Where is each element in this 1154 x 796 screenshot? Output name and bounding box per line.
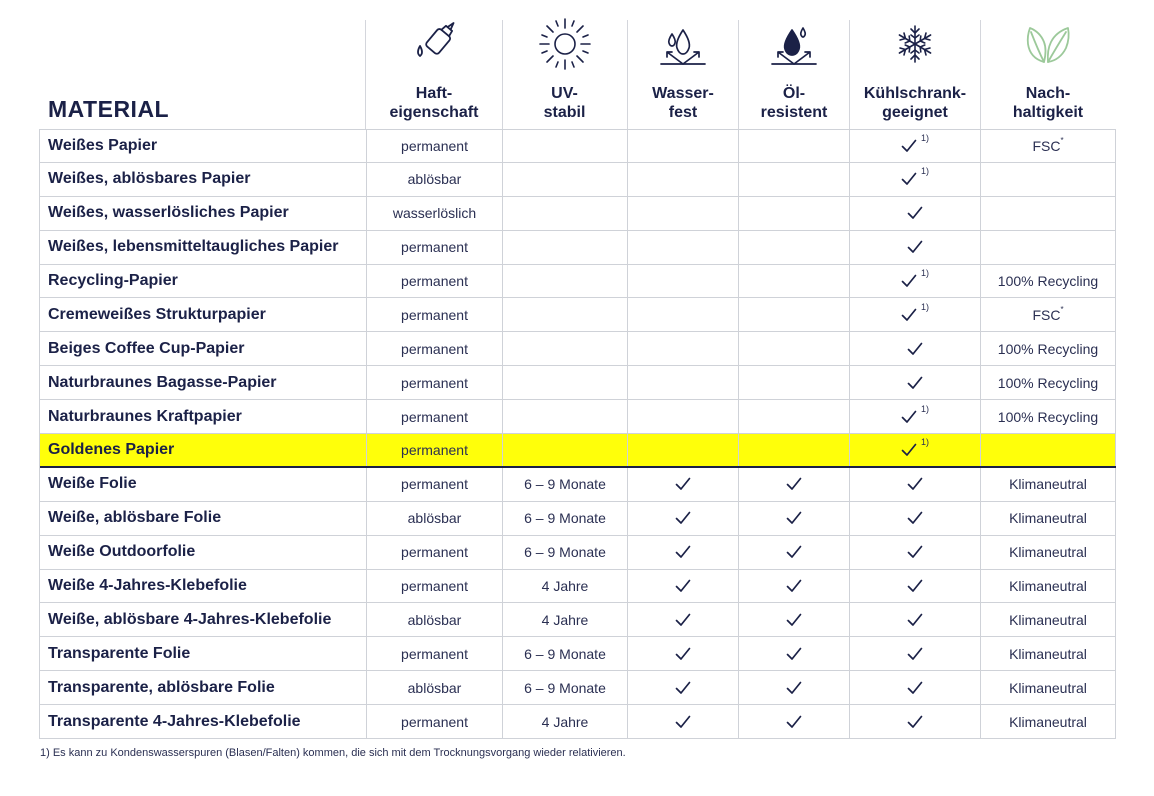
checkmark-icon bbox=[901, 308, 917, 322]
table-row bbox=[40, 231, 1116, 265]
oel-cell bbox=[739, 366, 850, 399]
haft-value: permanent bbox=[367, 400, 503, 433]
checkmark-icon bbox=[901, 410, 917, 424]
haft-value: permanent bbox=[367, 130, 503, 162]
oel-cell bbox=[739, 197, 850, 230]
wasser-cell bbox=[628, 570, 739, 603]
nachhaltigkeit-value: Klimaneutral bbox=[1009, 544, 1087, 561]
material-table bbox=[39, 129, 1116, 739]
haft-value: permanent bbox=[367, 231, 503, 264]
nachhaltigkeit-value: 100% Recycling bbox=[997, 273, 1099, 289]
uv-value bbox=[503, 366, 628, 399]
nachhaltigkeit-value: Klimaneutral bbox=[1009, 476, 1087, 493]
kuehl-cell bbox=[850, 603, 981, 636]
uv-value bbox=[503, 400, 628, 433]
haft-value: permanent bbox=[367, 637, 503, 670]
checkmark-icon bbox=[675, 681, 691, 695]
material-name: Weißes, lebensmitteltaugliches Papier bbox=[40, 231, 367, 264]
nachhaltigkeit-cell bbox=[981, 468, 1116, 501]
material-name: Weißes Papier bbox=[40, 130, 367, 162]
material-name: Naturbraunes Bagasse-Papier bbox=[40, 366, 367, 399]
leaves-icon bbox=[1020, 16, 1076, 72]
checkmark-icon bbox=[901, 139, 917, 153]
oel-cell bbox=[739, 400, 850, 433]
kuehl-cell bbox=[850, 671, 981, 704]
table-row bbox=[40, 705, 1116, 739]
nachhaltigkeit-cell bbox=[981, 434, 1116, 466]
table-row bbox=[40, 163, 1116, 197]
table-row bbox=[40, 298, 1116, 332]
uv-value bbox=[503, 197, 628, 230]
uv-value: 6 – 9 Monate bbox=[503, 502, 628, 535]
checkmark-icon bbox=[907, 579, 923, 593]
header-haft-label: Haft- eigenschaft bbox=[389, 85, 479, 121]
uv-value: 6 – 9 Monate bbox=[503, 536, 628, 569]
checkmark-icon bbox=[907, 511, 923, 525]
nachhaltigkeit-cell bbox=[981, 637, 1116, 670]
haft-value: permanent bbox=[367, 265, 503, 298]
haft-value: permanent bbox=[367, 366, 503, 399]
footnote-marker: 1) bbox=[920, 301, 929, 312]
haft-value: permanent bbox=[367, 536, 503, 569]
wasser-cell bbox=[628, 130, 739, 162]
haft-value: permanent bbox=[367, 298, 503, 331]
checkmark-icon bbox=[786, 511, 802, 525]
water-drop-icon bbox=[655, 16, 711, 72]
wasser-cell bbox=[628, 671, 739, 704]
table-row bbox=[40, 366, 1116, 400]
haft-value: ablösbar bbox=[367, 163, 503, 196]
wasser-cell bbox=[628, 536, 739, 569]
kuehl-cell bbox=[850, 366, 981, 399]
checkmark-icon bbox=[907, 206, 923, 220]
header-kuehl bbox=[850, 0, 980, 129]
wasser-cell bbox=[628, 468, 739, 501]
checkmark-icon bbox=[786, 613, 802, 627]
header-oel-label: Öl- resistent bbox=[760, 85, 828, 121]
header-wasser-label: Wasser- fest bbox=[652, 85, 714, 121]
uv-value bbox=[503, 130, 628, 162]
asterisk-marker: * bbox=[1060, 136, 1064, 146]
footnote-marker: 1) bbox=[920, 436, 929, 447]
checkmark-icon bbox=[907, 477, 923, 491]
nachhaltigkeit-cell bbox=[981, 130, 1116, 162]
checkmark-icon bbox=[907, 715, 923, 729]
uv-value bbox=[503, 163, 628, 196]
material-name: Weißes, ablösbares Papier bbox=[40, 163, 367, 196]
wasser-cell bbox=[628, 163, 739, 196]
oel-cell bbox=[739, 130, 850, 162]
table-row bbox=[40, 332, 1116, 366]
checkmark-icon bbox=[907, 647, 923, 661]
footnote-marker: 1) bbox=[920, 166, 929, 177]
oel-cell bbox=[739, 536, 850, 569]
oel-cell bbox=[739, 570, 850, 603]
nachhaltigkeit-cell bbox=[981, 298, 1116, 331]
haft-value: permanent bbox=[367, 332, 503, 365]
checkmark-icon bbox=[786, 545, 802, 559]
haft-value: permanent bbox=[367, 434, 503, 466]
uv-value bbox=[503, 434, 628, 466]
wasser-cell bbox=[628, 400, 739, 433]
wasser-cell bbox=[628, 637, 739, 670]
checkmark-icon bbox=[907, 240, 923, 254]
kuehl-cell bbox=[850, 163, 981, 196]
oel-cell bbox=[739, 468, 850, 501]
uv-value: 6 – 9 Monate bbox=[503, 637, 628, 670]
oel-cell bbox=[739, 265, 850, 298]
checkmark-icon bbox=[786, 681, 802, 695]
wasser-cell bbox=[628, 434, 739, 466]
oel-cell bbox=[739, 705, 850, 738]
uv-value bbox=[503, 298, 628, 331]
wasser-cell bbox=[628, 332, 739, 365]
table-row bbox=[40, 536, 1116, 570]
haft-value: ablösbar bbox=[367, 603, 503, 636]
oel-cell bbox=[739, 502, 850, 535]
oil-drop-icon bbox=[766, 16, 822, 72]
haft-value: permanent bbox=[367, 570, 503, 603]
checkmark-icon bbox=[907, 613, 923, 627]
header-nachhaltig-label: Nach- haltigkeit bbox=[1012, 85, 1084, 121]
sun-icon bbox=[537, 16, 593, 72]
oel-cell bbox=[739, 332, 850, 365]
header-uv bbox=[502, 0, 627, 129]
oel-cell bbox=[739, 603, 850, 636]
snowflake-icon bbox=[887, 16, 943, 72]
oel-cell bbox=[739, 163, 850, 196]
haft-value: permanent bbox=[367, 468, 503, 501]
kuehl-cell bbox=[850, 502, 981, 535]
material-name: Transparente 4-Jahres-Klebefolie bbox=[40, 705, 367, 738]
header-oel bbox=[739, 0, 849, 129]
asterisk-marker: * bbox=[1060, 305, 1064, 315]
uv-value: 6 – 9 Monate bbox=[503, 468, 628, 501]
checkmark-icon bbox=[675, 613, 691, 627]
footnote-marker: 1) bbox=[920, 132, 929, 143]
checkmark-icon bbox=[786, 647, 802, 661]
kuehl-cell bbox=[850, 468, 981, 501]
checkmark-icon bbox=[901, 443, 917, 457]
material-heading: MATERIAL bbox=[48, 96, 170, 122]
table-row bbox=[40, 570, 1116, 604]
wasser-cell bbox=[628, 265, 739, 298]
glue-bottle-icon bbox=[406, 16, 462, 72]
material-name: Weiße, ablösbare Folie bbox=[40, 502, 367, 535]
material-name: Weiße 4-Jahres-Klebefolie bbox=[40, 570, 367, 603]
wasser-cell bbox=[628, 603, 739, 636]
material-name: Transparente Folie bbox=[40, 637, 367, 670]
kuehl-cell bbox=[850, 197, 981, 230]
nachhaltigkeit-cell bbox=[981, 163, 1116, 196]
nachhaltigkeit-cell bbox=[981, 536, 1116, 569]
oel-cell bbox=[739, 298, 850, 331]
footnote: 1) Es kann zu Kondenswasserspuren (Blasen/Falten) kommen, die sich mit dem Trocknungsvorgang wieder relativieren. bbox=[40, 747, 626, 759]
nachhaltigkeit-cell bbox=[981, 366, 1116, 399]
material-name: Goldenes Papier bbox=[40, 434, 367, 466]
haft-value: permanent bbox=[367, 705, 503, 738]
checkmark-icon bbox=[675, 647, 691, 661]
nachhaltigkeit-value: FSC bbox=[1032, 306, 1061, 323]
checkmark-icon bbox=[901, 274, 917, 288]
checkmark-icon bbox=[786, 477, 802, 491]
checkmark-icon bbox=[675, 477, 691, 491]
table-row bbox=[40, 671, 1116, 705]
footnote-marker: 1) bbox=[920, 403, 929, 414]
nachhaltigkeit-cell bbox=[981, 231, 1116, 264]
wasser-cell bbox=[628, 197, 739, 230]
nachhaltigkeit-value: 100% Recycling bbox=[997, 340, 1099, 357]
checkmark-icon bbox=[907, 342, 923, 356]
uv-value: 4 Jahre bbox=[503, 705, 628, 738]
wasser-cell bbox=[628, 502, 739, 535]
nachhaltigkeit-value: Klimaneutral bbox=[1009, 578, 1087, 595]
checkmark-icon bbox=[907, 545, 923, 559]
header-uv-label: UV- stabil bbox=[543, 85, 586, 121]
kuehl-cell bbox=[850, 536, 981, 569]
header-haft bbox=[366, 0, 502, 129]
nachhaltigkeit-cell bbox=[981, 671, 1116, 704]
kuehl-cell bbox=[850, 130, 981, 162]
nachhaltigkeit-cell bbox=[981, 570, 1116, 603]
kuehl-cell bbox=[850, 705, 981, 738]
checkmark-icon bbox=[786, 715, 802, 729]
material-name: Weiße, ablösbare 4-Jahres-Klebefolie bbox=[40, 603, 367, 636]
material-name: Weiße Folie bbox=[40, 468, 367, 501]
nachhaltigkeit-cell bbox=[981, 197, 1116, 230]
table-row bbox=[40, 434, 1116, 468]
nachhaltigkeit-cell bbox=[981, 265, 1116, 298]
nachhaltigkeit-cell bbox=[981, 400, 1116, 433]
nachhaltigkeit-value: Klimaneutral bbox=[1009, 645, 1087, 662]
kuehl-cell bbox=[850, 265, 981, 298]
kuehl-cell bbox=[850, 231, 981, 264]
nachhaltigkeit-value: 100% Recycling bbox=[997, 374, 1099, 391]
wasser-cell bbox=[628, 366, 739, 399]
oel-cell bbox=[739, 231, 850, 264]
uv-value: 4 Jahre bbox=[503, 570, 628, 603]
nachhaltigkeit-value: 100% Recycling bbox=[997, 408, 1099, 425]
nachhaltigkeit-cell bbox=[981, 603, 1116, 636]
uv-value bbox=[503, 332, 628, 365]
haft-value: ablösbar bbox=[367, 671, 503, 704]
table-row bbox=[40, 265, 1116, 299]
material-name: Naturbraunes Kraftpapier bbox=[40, 400, 367, 433]
header-kuehl-label: Kühlschrank- geeignet bbox=[863, 85, 967, 121]
oel-cell bbox=[739, 637, 850, 670]
checkmark-icon bbox=[786, 579, 802, 593]
table-row bbox=[40, 400, 1116, 434]
nachhaltigkeit-value: Klimaneutral bbox=[1009, 713, 1087, 730]
table-row bbox=[40, 603, 1116, 637]
nachhaltigkeit-value: Klimaneutral bbox=[1009, 611, 1087, 628]
nachhaltigkeit-value: Klimaneutral bbox=[1009, 679, 1087, 696]
wasser-cell bbox=[628, 705, 739, 738]
wasser-cell bbox=[628, 231, 739, 264]
kuehl-cell bbox=[850, 332, 981, 365]
table-row bbox=[40, 502, 1116, 536]
header-wasser bbox=[628, 0, 738, 129]
uv-value bbox=[503, 265, 628, 298]
kuehl-cell bbox=[850, 570, 981, 603]
nachhaltigkeit-value: FSC bbox=[1032, 137, 1061, 154]
uv-value bbox=[503, 231, 628, 264]
material-name: Recycling-Papier bbox=[40, 265, 367, 298]
haft-value: wasserlöslich bbox=[367, 197, 503, 230]
kuehl-cell bbox=[850, 400, 981, 433]
checkmark-icon bbox=[907, 681, 923, 695]
material-name: Weißes, wasserlösliches Papier bbox=[40, 197, 367, 230]
checkmark-icon bbox=[675, 511, 691, 525]
nachhaltigkeit-cell bbox=[981, 332, 1116, 365]
table-row bbox=[40, 637, 1116, 671]
uv-value: 6 – 9 Monate bbox=[503, 671, 628, 704]
oel-cell bbox=[739, 671, 850, 704]
table-row bbox=[40, 129, 1116, 163]
material-name: Transparente, ablösbare Folie bbox=[40, 671, 367, 704]
table-row bbox=[40, 197, 1116, 231]
wasser-cell bbox=[628, 298, 739, 331]
oel-cell bbox=[739, 434, 850, 466]
material-name: Cremeweißes Strukturpapier bbox=[40, 298, 367, 331]
haft-value: ablösbar bbox=[367, 502, 503, 535]
kuehl-cell bbox=[850, 298, 981, 331]
nachhaltigkeit-cell bbox=[981, 705, 1116, 738]
checkmark-icon bbox=[907, 376, 923, 390]
table-row bbox=[40, 468, 1116, 502]
checkmark-icon bbox=[675, 579, 691, 593]
kuehl-cell bbox=[850, 434, 981, 466]
nachhaltigkeit-value: Klimaneutral bbox=[1009, 510, 1087, 527]
kuehl-cell bbox=[850, 637, 981, 670]
material-name: Beiges Coffee Cup-Papier bbox=[40, 332, 367, 365]
uv-value: 4 Jahre bbox=[503, 603, 628, 636]
checkmark-icon bbox=[901, 172, 917, 186]
checkmark-icon bbox=[675, 715, 691, 729]
header-nachhaltig bbox=[981, 0, 1115, 129]
checkmark-icon bbox=[675, 545, 691, 559]
nachhaltigkeit-cell bbox=[981, 502, 1116, 535]
footnote-marker: 1) bbox=[920, 268, 929, 278]
material-name: Weiße Outdoorfolie bbox=[40, 536, 367, 569]
